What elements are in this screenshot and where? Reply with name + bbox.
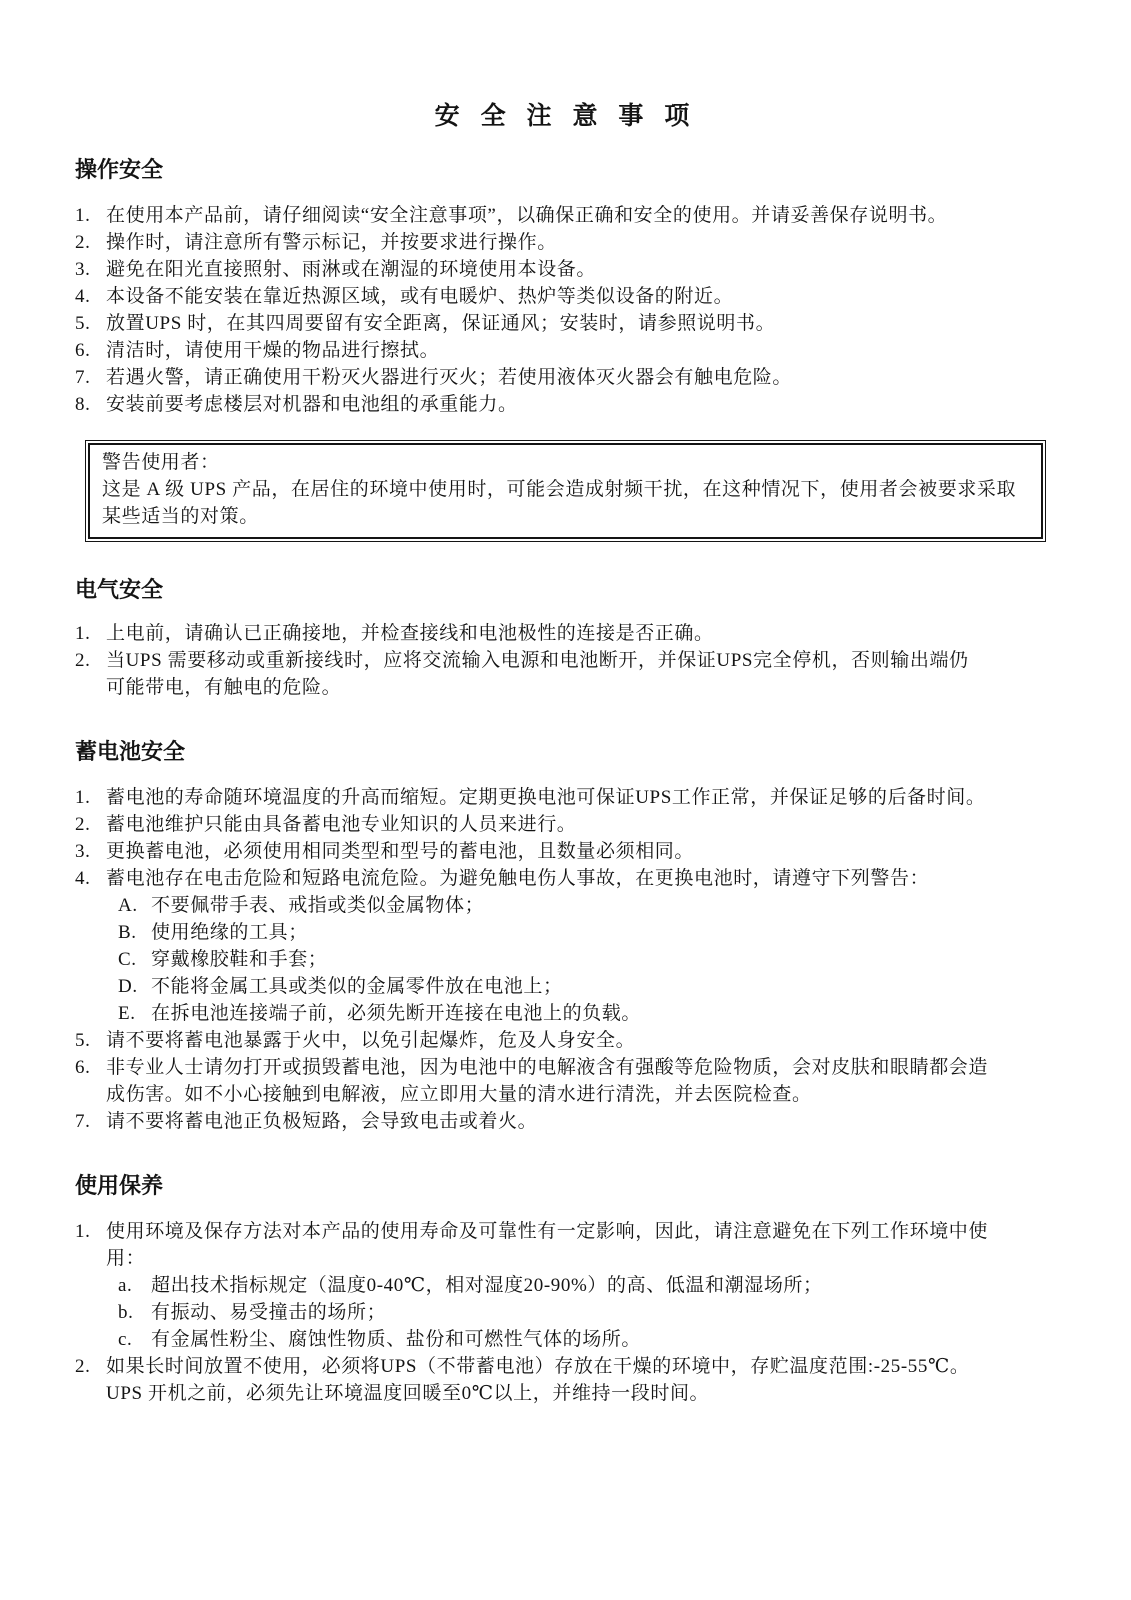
list-item-number: 1.: [75, 787, 91, 808]
list-item-text: 不能将金属工具或类似的金属零件放在电池上；: [151, 976, 563, 997]
list-item-text: 放置UPS 时，在其四周要留有安全距离，保证通风；安装时，请参照说明书。: [106, 313, 776, 334]
list-item-number: 8.: [75, 394, 91, 415]
list-subitem: [75, 892, 988, 919]
list-item: [75, 647, 988, 701]
list-item: [75, 202, 988, 229]
list-item-text: 操作时，请注意所有警示标记，并按要求进行操作。: [106, 232, 557, 253]
list-item-number: 6.: [75, 340, 91, 361]
list-item-number: 5.: [75, 1030, 91, 1051]
warning-box-body: 这是 A 级 UPS 产品，在居住的环境中使用时，可能会造成射频干扰，在这种情况下，使用者会被要求采取某些适当的对策。: [102, 479, 1017, 527]
list-item-text: 穿戴橡胶鞋和手套；: [151, 949, 328, 970]
list-item-number: 4.: [75, 286, 91, 307]
section-heading-battery-safety: 蓄电池安全: [75, 739, 186, 764]
list-item: [75, 391, 988, 418]
list-item-number: a.: [118, 1275, 133, 1296]
list-subitem: [75, 973, 988, 1000]
list-item-number: 7.: [75, 367, 91, 388]
list-item: [75, 256, 988, 283]
section-heading-operation-safety: 操作安全: [75, 157, 164, 182]
list-item-text: 不要佩带手表、戒指或类似金属物体；: [151, 895, 485, 916]
section-battery-safety: [75, 738, 1056, 1135]
section-heading-electrical-safety: 电气安全: [75, 577, 164, 602]
list-item-text: 安装前要考虑楼层对机器和电池组的承重能力。: [106, 394, 518, 415]
list-item-text: 蓄电池维护只能由具备蓄电池专业知识的人员来进行。: [106, 814, 577, 835]
list-subitem: [75, 946, 988, 973]
list-item-number: 2.: [75, 814, 91, 835]
list-item: [75, 364, 988, 391]
list-item-number: 1.: [75, 205, 91, 226]
section-operation-safety: [75, 156, 1056, 418]
list-item-text: 使用环境及保存方法对本产品的使用寿命及可靠性有一定影响，因此，请注意避免在下列工作环境中使用：: [106, 1221, 989, 1269]
list-item: [75, 337, 988, 364]
list-item-text: 超出技术指标规定（温度0-40℃，相对湿度20-90%）的高、低温和潮湿场所；: [151, 1275, 823, 1296]
list-item-text: 有金属性粉尘、腐蚀性物质、盐份和可燃性气体的场所。: [151, 1329, 642, 1350]
list-item-text: 避免在阳光直接照射、雨淋或在潮湿的环境使用本设备。: [106, 259, 597, 280]
list-item: [75, 620, 988, 647]
list-item: [75, 310, 988, 337]
warning-box-title: 警告使用者：: [102, 452, 220, 473]
list-item-number: 2.: [75, 1356, 91, 1377]
list-item-number: b.: [118, 1302, 134, 1323]
list-item-text: 若遇火警，请正确使用干粉灭火器进行灭火；若使用液体灭火器会有触电危险。: [106, 367, 793, 388]
list-item-text: 非专业人士请勿打开或损毁蓄电池，因为电池中的电解液含有强酸等危险物质，会对皮肤和眼睛都会造成伤害。如不小心接触到电解液，应立即用大量的清水进行清洗，并去医院检查。: [106, 1057, 989, 1105]
list-subitem: [75, 1299, 988, 1326]
list-item-text: 清洁时，请使用干燥的物品进行擦拭。: [106, 340, 440, 361]
list-subitem: [75, 1000, 988, 1027]
list-item: [75, 838, 988, 865]
section-electrical-safety: [75, 576, 1056, 701]
list-item-text: 请不要将蓄电池正负极短路，会导致电击或着火。: [106, 1111, 538, 1132]
list-item-text: 上电前，请确认已正确接地，并检查接线和电池极性的连接是否正确。: [106, 623, 714, 644]
operation-safety-list: [75, 202, 1056, 418]
list-item-number: 2.: [75, 232, 91, 253]
list-item-number: 2.: [75, 650, 91, 671]
section-heading-usage-maintenance: 使用保养: [75, 1173, 164, 1198]
list-item-number: B.: [118, 922, 137, 943]
list-item-text: 在使用本产品前，请仔细阅读“安全注意事项”，以确保正确和安全的使用。并请妥善保存说明书。: [106, 205, 948, 226]
list-item: [75, 283, 988, 310]
electrical-safety-list: [75, 620, 1056, 701]
list-item-text: 如果长时间放置不使用，必须将UPS（不带蓄电池）存放在干燥的环境中，存贮温度范围:-25-55℃。UPS 开机之前，必须先让环境温度回暖至0℃以上，并维持一段时间。: [106, 1356, 970, 1404]
battery-safety-list: [75, 784, 1056, 1135]
list-item: [75, 1353, 988, 1407]
list-subitem: [75, 1272, 988, 1299]
list-item-text: 有振动、易受撞击的场所；: [151, 1302, 387, 1323]
list-item-number: 7.: [75, 1111, 91, 1132]
list-item-number: 1.: [75, 1221, 91, 1242]
list-item: [75, 229, 988, 256]
list-item-text: 请不要将蓄电池暴露于火中，以免引起爆炸，危及人身安全。: [106, 1030, 636, 1051]
list-item-number: 1.: [75, 623, 91, 644]
list-item-number: 3.: [75, 841, 91, 862]
list-item-number: E.: [118, 1003, 136, 1024]
list-item-number: 3.: [75, 259, 91, 280]
list-subitem: [75, 1326, 988, 1353]
list-item-text: 蓄电池的寿命随环境温度的升高而缩短。定期更换电池可保证UPS工作正常，并保证足够的后备时间。: [106, 787, 986, 808]
list-item-number: D.: [118, 976, 138, 997]
list-item-number: A.: [118, 895, 138, 916]
list-item: [75, 1054, 988, 1108]
list-item-number: 6.: [75, 1057, 91, 1078]
page-title: 安 全 注 意 事 项: [434, 102, 697, 130]
list-item-text: 当UPS 需要移动或重新接线时，应将交流输入电源和电池断开，并保证UPS完全停机，否则输出端仍可能带电，有触电的危险。: [106, 650, 969, 698]
list-item-text: 使用绝缘的工具；: [151, 922, 308, 943]
user-warning-box: [88, 443, 1043, 539]
list-item-number: c.: [118, 1329, 133, 1350]
list-item-number: 4.: [75, 868, 91, 889]
list-item: [75, 784, 988, 811]
section-usage-maintenance: [75, 1172, 1056, 1407]
list-item-number: 5.: [75, 313, 91, 334]
list-item-text: 在拆电池连接端子前，必须先断开连接在电池上的负载。: [151, 1003, 642, 1024]
list-item: [75, 1218, 988, 1272]
list-item-text: 蓄电池存在电击危险和短路电流危险。为避免触电伤人事故，在更换电池时，请遵守下列警告：: [106, 868, 930, 889]
list-item-number: C.: [118, 949, 137, 970]
list-item: [75, 865, 988, 892]
list-item-text: 本设备不能安装在靠近热源区域，或有电暖炉、热炉等类似设备的附近。: [106, 286, 734, 307]
list-subitem: [75, 919, 988, 946]
list-item: [75, 1027, 988, 1054]
list-item: [75, 1108, 988, 1135]
usage-maintenance-list: [75, 1218, 1056, 1407]
list-item-text: 更换蓄电池，必须使用相同类型和型号的蓄电池，且数量必须相同。: [106, 841, 695, 862]
list-item: [75, 811, 988, 838]
